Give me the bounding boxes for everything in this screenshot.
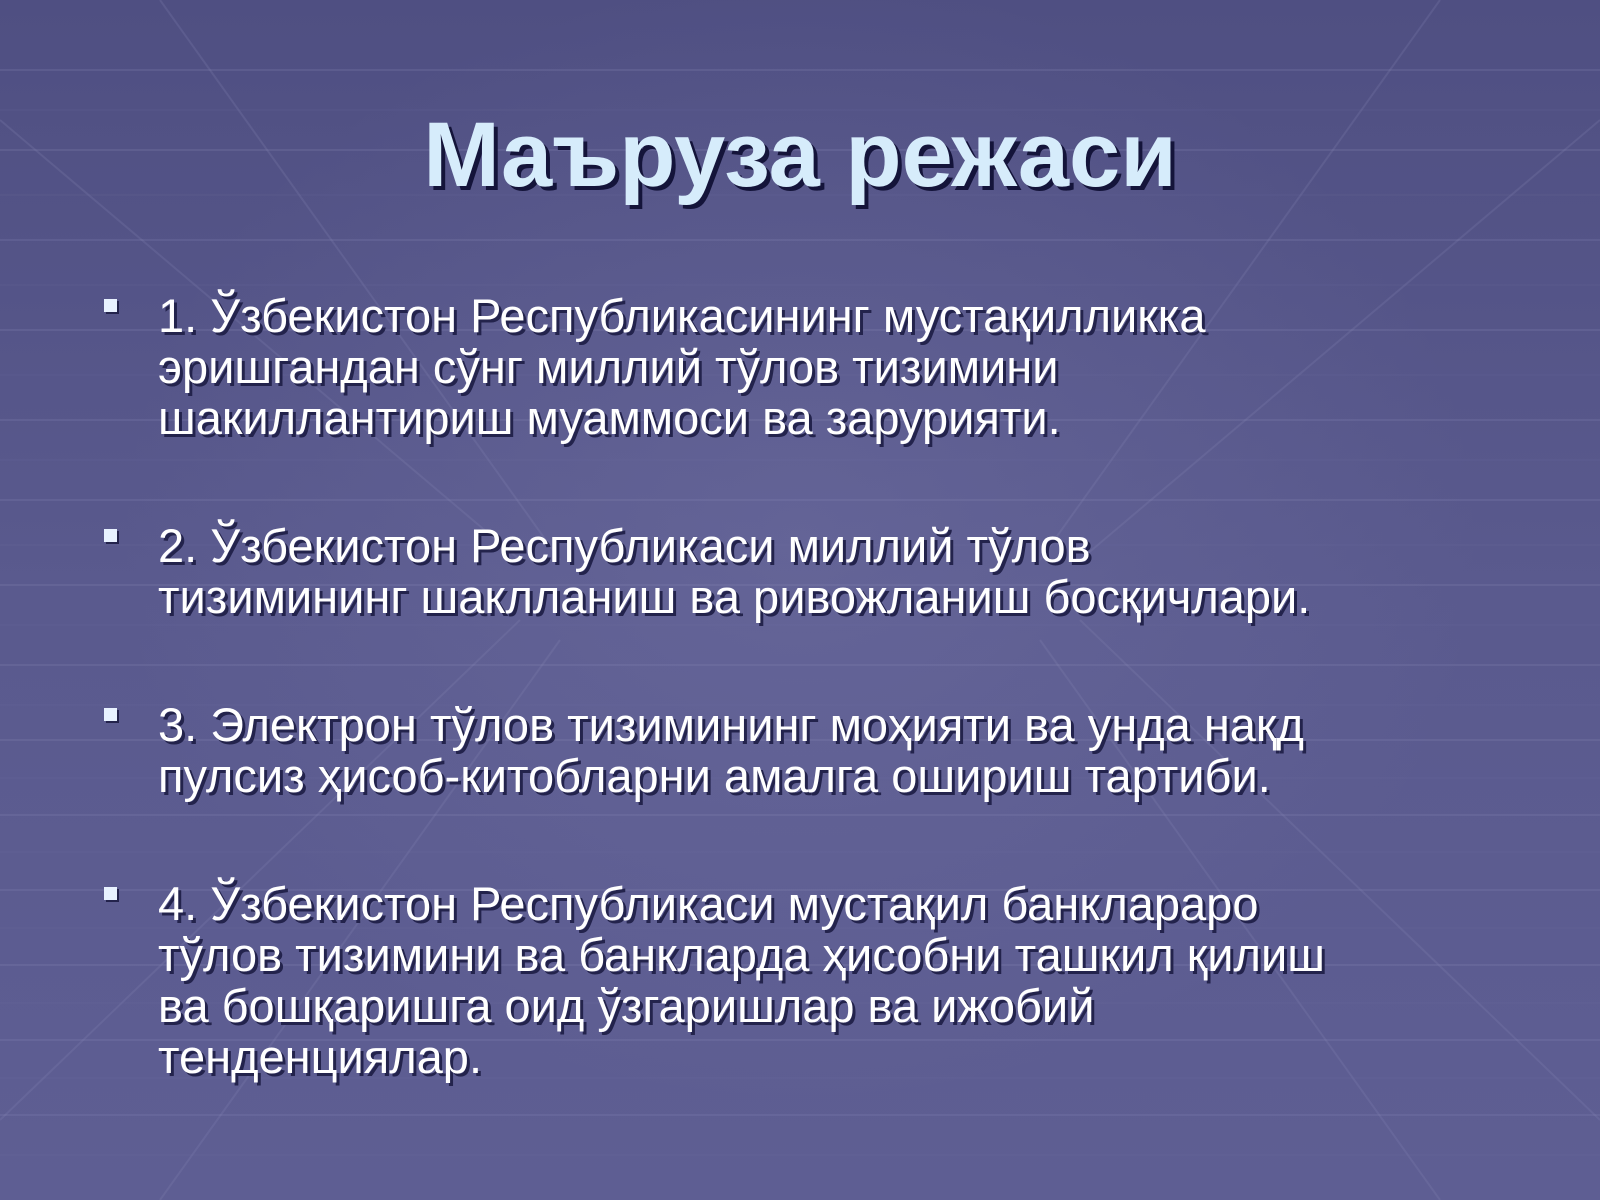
- square-bullet-icon: [104, 299, 117, 312]
- bullet-list: [96, 290, 1536, 1082]
- bullet-item-4: [96, 878, 1536, 1082]
- square-bullet-icon: [104, 887, 117, 900]
- square-bullet-icon: [104, 529, 117, 542]
- square-bullet-icon: [104, 708, 117, 721]
- slide-title: Маъруза режаси: [423, 104, 1177, 206]
- bullet-item-3: [96, 699, 1536, 801]
- bullet-text: 2. Ўзбекистон Республикаси миллий тўлов тизимининг шаклланиш ва ривожланиш босқичлари.: [158, 519, 1311, 623]
- bullet-item-1: [96, 290, 1536, 443]
- bullet-text: 3. Электрон тўлов тизимининг моҳияти ва унда нақд пулсиз ҳисоб-китобларни амалга ошириш тартиби.: [158, 698, 1304, 802]
- bullet-text: 1. Ўзбекистон Республикасининг мустақилликка эришгандан сўнг миллий тўлов тизимини шакиллантириш муаммоси ва зарурияти.: [158, 289, 1206, 444]
- bullet-item-2: [96, 520, 1536, 622]
- bullet-text: 4. Ўзбекистон Республикаси мустақил банклараро тўлов тизимини ва банкларда ҳисобни ташкил қилиш ва бошқаришга оид ўзгаришлар ва ижобий тенденциялар.: [158, 877, 1325, 1083]
